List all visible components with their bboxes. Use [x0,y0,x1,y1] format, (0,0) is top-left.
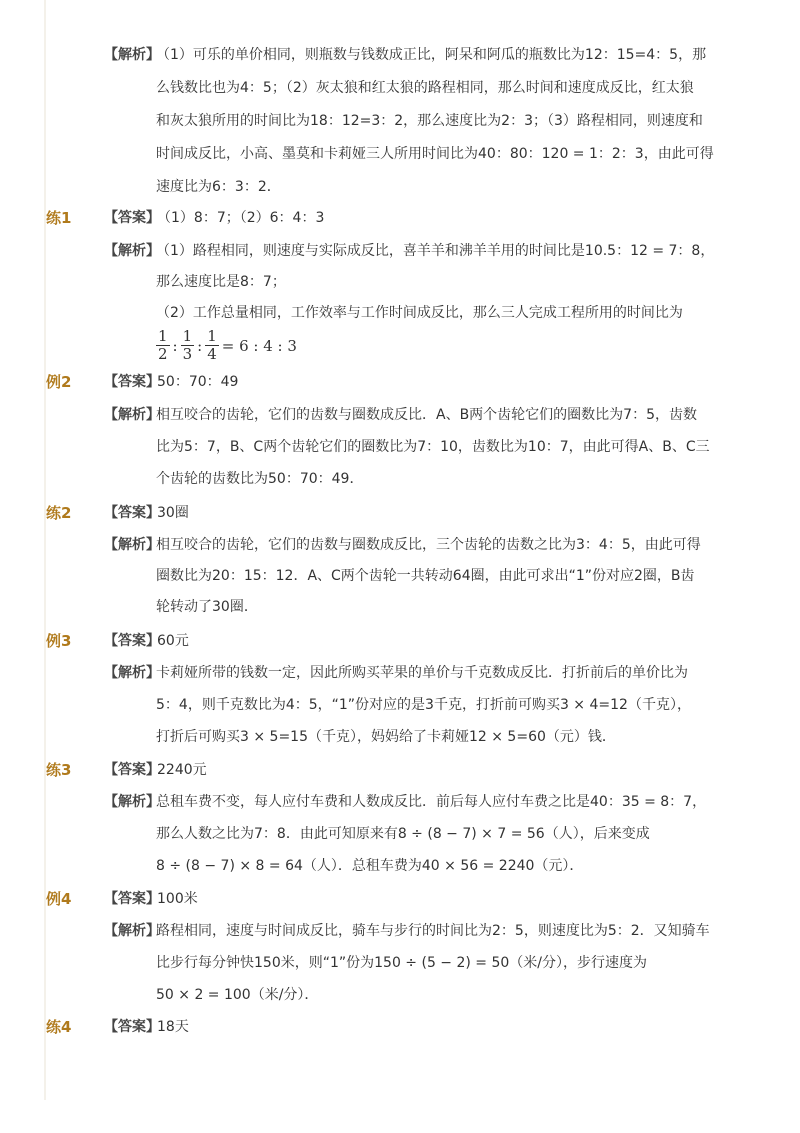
analysis-label: 【解析】 [104,923,160,939]
fraction-result: = 6 : 4 : 3 [221,336,297,355]
margin-rule [44,0,46,1100]
answer-text: 30圈 [157,505,189,521]
analysis-text-line: 5：4，则千克数比为4：5，“1”份对应的是3千克，打折前可购买3 × 4=12（千克）， [156,697,691,713]
analysis-label: 【解析】 [104,407,160,423]
analysis-text-line: 50 × 2 = 100（米/分）． [156,987,319,1003]
problem-tag: 例4 [46,890,72,908]
analysis-label: 【解析】 [104,794,160,810]
analysis-label: 【解析】 [104,243,160,259]
analysis-text-line: 总租车费不变，每人应付车费和人数成反比．前后每人应付车费之比是40：35 = 8：7， [156,794,707,810]
analysis-text-line: 打折后可购买3 × 5=15（千克），妈妈给了卡莉娅12 × 5=60（元）钱． [156,729,616,745]
fraction-third [181,328,195,363]
fraction-denominator: 2 [158,345,168,363]
analysis-label: 【解析】 [104,537,160,553]
analysis-text-line: 速度比为6：3：2． [156,179,281,195]
answer-text: （1）8：7；（2）6：4：3 [157,210,325,226]
fraction-numerator: 1 [182,327,193,345]
analysis-text-line: 相互咬合的齿轮，它们的齿数与圈数成反比．A、B两个齿轮它们的圈数比为7：5，齿数 [156,407,697,423]
answer-text: 50：70：49 [157,374,239,390]
ratio-separator: : [172,336,178,355]
fraction-expression [156,328,300,363]
fraction-denominator: 3 [182,345,193,363]
analysis-text-line: 8 ÷ (8 − 7) × 8 = 64（人）．总租车费为40 × 56 = 2240（元）． [156,858,584,874]
answer-label: 【答案】 [104,633,160,649]
analysis-text-line: （1）可乐的单价相同，则瓶数与钱数成正比，阿呆和阿瓜的瓶数比为12：15=4：5，那 [156,47,707,63]
problem-tag: 例3 [46,632,72,650]
fraction-denominator: 4 [207,345,217,363]
problem-tag: 练3 [46,761,72,779]
answer-label: 【答案】 [104,210,160,226]
answer-text: 18天 [157,1019,189,1035]
fraction-numerator: 1 [207,327,217,345]
analysis-text-line: 么钱数比也为4：5；（2）灰太狼和红太狼的路程相同，那么时间和速度成反比，红太狼 [156,80,694,96]
analysis-text-line: 路程相同，速度与时间成反比，骑车与步行的时间比为2：5，则速度比为5：2．又知骑车 [156,923,710,939]
analysis-text-line: 那么人数之比为7：8．由此可知原来有8 ÷ (8 − 7) × 7 = 56（人），后来变成 [156,826,650,842]
analysis-text-line: 时间成反比，小高、墨莫和卡莉娅三人所用时间比为40：80：120 = 1：2：3，由此可得 [156,146,714,162]
answer-label: 【答案】 [104,505,160,521]
problem-tag: 练4 [46,1018,72,1036]
analysis-text-line: 轮转动了30圈． [156,599,258,615]
answer-label: 【答案】 [104,374,160,390]
problem-tag: 练1 [46,209,72,227]
fraction-numerator: 1 [158,327,168,345]
answer-label: 【答案】 [104,891,160,907]
problem-tag: 练2 [46,504,72,522]
ratio-separator: : [197,336,203,355]
analysis-text-line: 个齿轮的齿数比为50：70：49． [156,471,364,487]
analysis-text-line: （2）工作总量相同，工作效率与工作时间成反比，那么三人完成工程所用的时间比为 [156,305,683,321]
analysis-text-line: （1）路程相同，则速度与实际成反比，喜羊羊和沸羊羊用的时间比是10.5：12 = 7：8， [156,243,715,259]
answer-label: 【答案】 [104,1019,160,1035]
fraction-half [156,328,170,363]
answer-text: 100米 [157,891,198,907]
answer-text: 2240元 [157,762,207,778]
analysis-text-line: 和灰太狼所用的时间比为18：12=3：2，那么速度比为2：3；（3）路程相同，则速度和 [156,113,703,129]
analysis-text-line: 卡莉娅所带的钱数一定，因此所购买苹果的单价与千克数成反比．打折前后的单价比为 [156,665,688,681]
analysis-text-line: 相互咬合的齿轮，它们的齿数与圈数成反比，三个齿轮的齿数之比为3：4：5，由此可得 [156,537,701,553]
analysis-text-line: 圈数比为20：15：12．A、C两个齿轮一共转动64圈，由此可求出“1”份对应2圈，B齿 [156,568,695,584]
analysis-text-line: 比为5：7，B、C两个齿轮它们的圈数比为7：10，齿数比为10：7，由此可得A、B、C三 [156,439,710,455]
analysis-text-line: 那么速度比是8：7； [156,274,286,290]
analysis-label: 【解析】 [104,47,160,63]
analysis-label: 【解析】 [104,665,160,681]
fraction-quarter [205,328,219,363]
analysis-text-line: 比步行每分钟快150米，则“1”份为150 ÷ (5 − 2) = 50（米/分），步行速度为 [156,955,648,971]
answer-label: 【答案】 [104,762,160,778]
answer-text: 60元 [157,633,189,649]
problem-tag: 例2 [46,373,72,391]
